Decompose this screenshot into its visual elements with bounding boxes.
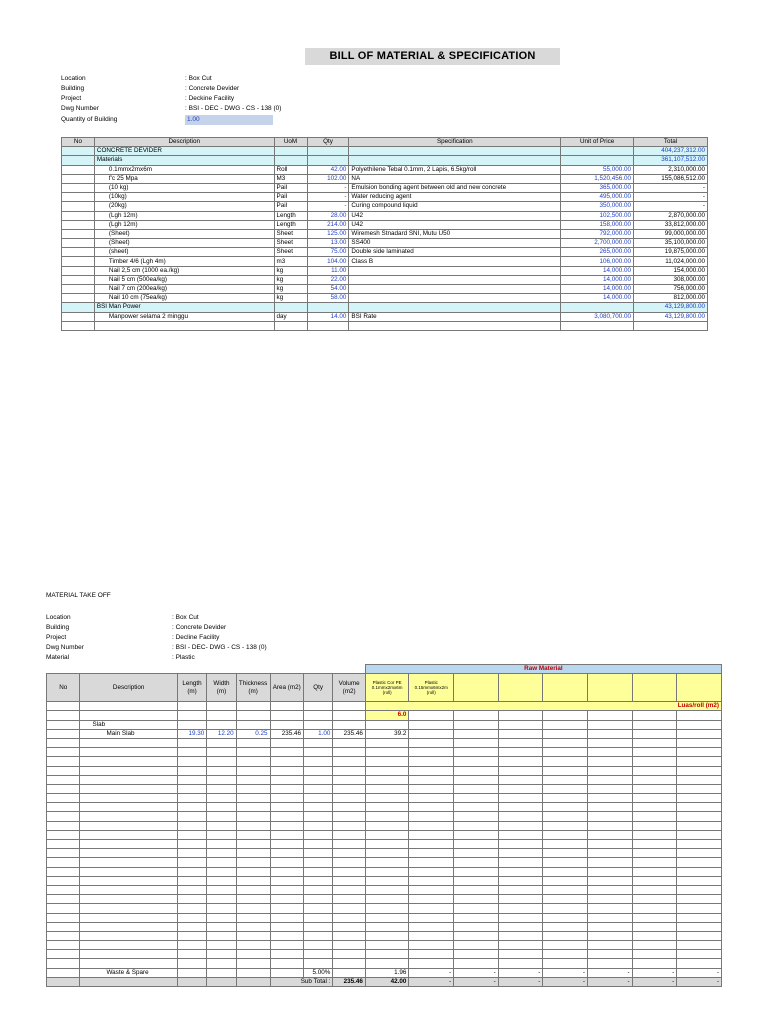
row-qty: 28.00 xyxy=(307,211,349,220)
table-row xyxy=(47,959,722,968)
header-volume: Volume (m2) xyxy=(333,674,365,702)
row-qty: - xyxy=(307,202,349,211)
info-label: Location xyxy=(46,614,71,621)
section-label: BSI Man Power xyxy=(94,303,274,312)
raw-material-header: Raw Material xyxy=(365,665,721,674)
section-total: 404,237,312.00 xyxy=(634,147,708,156)
row-description: Timber 4/6 (Lgh 4m) xyxy=(94,257,274,266)
main-slab-label: Main Slab xyxy=(80,729,177,738)
luas-row xyxy=(47,702,722,711)
table-row xyxy=(47,922,722,931)
row-description: (Lgh 12m) xyxy=(94,211,274,220)
row-total: 11,024,000.00 xyxy=(634,257,708,266)
waste-label: Waste & Spare xyxy=(80,968,177,977)
row-total: 19,875,000.00 xyxy=(634,248,708,257)
info-label: Project xyxy=(46,634,67,641)
slab-label: Slab xyxy=(80,720,177,729)
row-price: 365,000.00 xyxy=(561,183,634,192)
table-row xyxy=(47,950,722,959)
mto-title: MATERIAL TAKE OFF xyxy=(46,592,111,599)
row-uom: M3 xyxy=(274,174,307,183)
table-row xyxy=(47,913,722,922)
table-row xyxy=(62,202,708,211)
table-row xyxy=(62,183,708,192)
row-spec: U42 xyxy=(349,211,561,220)
row-total: - xyxy=(634,202,708,211)
header-description: Description xyxy=(80,674,177,702)
waste-dash: - xyxy=(543,968,588,977)
row-price: 1,520,456.00 xyxy=(561,174,634,183)
main-slab-plastic-1: 39.2 xyxy=(365,729,409,738)
row-qty: 58.00 xyxy=(307,294,349,303)
section-row xyxy=(62,147,708,156)
row-total: 2,310,000.00 xyxy=(634,165,708,174)
waste-dash: - xyxy=(454,968,499,977)
row-qty: 11.00 xyxy=(307,266,349,275)
row-qty: - xyxy=(307,183,349,192)
row-spec xyxy=(349,275,561,284)
table-row xyxy=(47,849,722,858)
row-total: 2,870,000.00 xyxy=(634,211,708,220)
table-row xyxy=(47,748,722,757)
row-price: 2,700,000.00 xyxy=(561,239,634,248)
section-total: 361,107,512.00 xyxy=(634,156,708,165)
raw-material-row xyxy=(47,665,722,674)
row-price: 14,000.00 xyxy=(561,285,634,294)
row-total: - xyxy=(634,193,708,202)
row-total: 756,000.00 xyxy=(634,285,708,294)
info-label: Location xyxy=(61,75,86,82)
row-spec xyxy=(349,266,561,275)
row-qty: 214.00 xyxy=(307,220,349,229)
row-spec: Class B xyxy=(349,257,561,266)
luas-label: Luas/roll (m2) xyxy=(365,702,721,711)
luas-value-row xyxy=(47,711,722,720)
subtotal-label: Sub Total : xyxy=(270,977,333,986)
row-total: 99,000,000.00 xyxy=(634,229,708,238)
row-description: (sheet) xyxy=(94,248,274,257)
table-row xyxy=(47,867,722,876)
row-qty: 104.00 xyxy=(307,257,349,266)
row-uom: kg xyxy=(274,275,307,284)
main-slab-area: 235.46 xyxy=(270,729,303,738)
table-row xyxy=(62,229,708,238)
row-uom: Pail xyxy=(274,193,307,202)
row-qty: 13.00 xyxy=(307,239,349,248)
table-row xyxy=(47,784,722,793)
row-price: 14,000.00 xyxy=(561,294,634,303)
table-row xyxy=(62,257,708,266)
header-specification: Specification xyxy=(349,138,561,147)
subtotal-volume: 235.46 xyxy=(333,977,365,986)
row-description: (20kg) xyxy=(94,202,274,211)
main-slab-length: 19.30 xyxy=(177,729,206,738)
row-spec: SS400 xyxy=(349,239,561,248)
row-spec: Water reducing agent xyxy=(349,193,561,202)
table-row xyxy=(47,775,722,784)
row-spec: U42 xyxy=(349,220,561,229)
section-label: Materials xyxy=(94,156,274,165)
waste-value: 1.96 xyxy=(365,968,409,977)
row-uom: Pail xyxy=(274,202,307,211)
row-description: Nail 10 cm (75ea/kg) xyxy=(94,294,274,303)
row-uom: Pail xyxy=(274,183,307,192)
info-label: Building xyxy=(46,624,70,631)
info-value: : Concrete Devider xyxy=(172,624,227,631)
table-row xyxy=(47,738,722,747)
row-qty: 22.00 xyxy=(307,275,349,284)
info-value: : Box Cut xyxy=(172,614,199,621)
row-uom: Length xyxy=(274,220,307,229)
header-plastic-2: Plastic 0.15mmx6mx2m (roll) xyxy=(409,674,454,702)
row-uom: Sheet xyxy=(274,248,307,257)
row-price: 14,000.00 xyxy=(561,275,634,284)
mto-info xyxy=(46,613,346,665)
waste-dash: - xyxy=(498,968,543,977)
row-spec: Double side laminated xyxy=(349,248,561,257)
row-uom: kg xyxy=(274,285,307,294)
info-label: Dwg Number xyxy=(61,105,99,112)
info-label: Material xyxy=(46,654,70,661)
row-spec: NA xyxy=(349,174,561,183)
table-row xyxy=(47,803,722,812)
table-row xyxy=(62,294,708,303)
row-price: 14,000.00 xyxy=(561,266,634,275)
table-row xyxy=(47,941,722,950)
subtotal-dash: - xyxy=(587,977,632,986)
row-uom: Sheet xyxy=(274,229,307,238)
row-spec xyxy=(349,285,561,294)
row-qty: 42.00 xyxy=(307,165,349,174)
table-row xyxy=(62,239,708,248)
row-price: 265,000.00 xyxy=(561,248,634,257)
row-description: (Sheet) xyxy=(94,229,274,238)
main-slab-volume: 235.46 xyxy=(333,729,365,738)
row-qty: 102.00 xyxy=(307,174,349,183)
subtotal-dash: - xyxy=(543,977,588,986)
table-row xyxy=(47,876,722,885)
table-row xyxy=(62,220,708,229)
row-price: 102,500.00 xyxy=(561,211,634,220)
table-row xyxy=(62,165,708,174)
row-description: Nail 2,5 cm (1000 ea./kg) xyxy=(94,266,274,275)
section-total: 43,129,800.00 xyxy=(634,303,708,312)
row-description: f'c 25 Mpa xyxy=(94,174,274,183)
header-plastic-1: Plastic Cor PE 0.1mmx2mx6m (roll) xyxy=(365,674,409,702)
row-qty: 75.00 xyxy=(307,248,349,257)
subtotal-dash: - xyxy=(409,977,454,986)
waste-pct: 5.00% xyxy=(303,968,332,977)
table-row xyxy=(62,266,708,275)
row-total: 154,000.00 xyxy=(634,266,708,275)
row-uom: day xyxy=(274,312,307,321)
row-price: 792,000.00 xyxy=(561,229,634,238)
section-row xyxy=(62,156,708,165)
table-row xyxy=(47,766,722,775)
main-slab-width: 12.20 xyxy=(207,729,236,738)
subtotal-dash: - xyxy=(498,977,543,986)
table-row xyxy=(62,174,708,183)
info-label: Quantity of Building xyxy=(61,116,118,123)
info-value: : Box Cut xyxy=(185,75,212,82)
bom-info xyxy=(61,74,361,126)
info-label: Building xyxy=(61,85,85,92)
header-area: Area (m2) xyxy=(270,674,303,702)
table-row xyxy=(47,840,722,849)
header-no: No xyxy=(62,138,95,147)
row-uom: Length xyxy=(274,211,307,220)
table-row xyxy=(47,904,722,913)
row-uom: Sheet xyxy=(274,239,307,248)
table-row xyxy=(47,858,722,867)
row-price: 158,000.00 xyxy=(561,220,634,229)
main-slab-qty: 1.00 xyxy=(303,729,332,738)
row-price: 3,080,700.00 xyxy=(561,312,634,321)
header-uom: UoM xyxy=(274,138,307,147)
waste-row xyxy=(47,968,722,977)
info-value: : BSI - DEC - DWG - CS - 138 (0) xyxy=(185,105,282,112)
table-row xyxy=(47,931,722,940)
row-description: (Sheet) xyxy=(94,239,274,248)
header-qty: Qty xyxy=(307,138,349,147)
table-row xyxy=(62,321,708,330)
main-slab-thickness: 0.25 xyxy=(236,729,270,738)
table-row xyxy=(47,885,722,894)
row-spec xyxy=(349,294,561,303)
info-value: : Concrete Devider xyxy=(185,85,240,92)
waste-dash: - xyxy=(677,968,722,977)
row-description: (Lgh 12m) xyxy=(94,220,274,229)
waste-dash: - xyxy=(632,968,677,977)
row-description: (10kg) xyxy=(94,193,274,202)
row-description: Nail 5 cm (500ea/kg) xyxy=(94,275,274,284)
quantity-of-building-value[interactable]: 1.00 xyxy=(185,115,273,125)
info-label: Dwg Number xyxy=(46,644,84,651)
row-description: 0.1mmx2mx6m xyxy=(94,165,274,174)
header-thickness: Thickness (m) xyxy=(236,674,270,702)
row-uom: kg xyxy=(274,266,307,275)
table-row xyxy=(47,729,722,738)
table-row xyxy=(47,812,722,821)
table-row xyxy=(47,757,722,766)
row-qty: 125.00 xyxy=(307,229,349,238)
row-description: Nail 7 cm (200ea/kg) xyxy=(94,285,274,294)
header-row xyxy=(47,674,722,702)
info-label: Project xyxy=(61,95,82,102)
section-row xyxy=(62,303,708,312)
bom-table xyxy=(61,137,708,331)
waste-dash: - xyxy=(409,968,454,977)
row-uom: kg xyxy=(274,294,307,303)
subtotal-row xyxy=(47,977,722,986)
row-spec: Emulsion bonding agent between old and new concrete xyxy=(349,183,561,192)
row-price: 55,000.00 xyxy=(561,165,634,174)
row-spec: BSI Rate xyxy=(349,312,561,321)
info-value: : BSI - DEC- DWG - CS - 138 (0) xyxy=(172,644,267,651)
table-row xyxy=(47,821,722,830)
table-row xyxy=(47,794,722,803)
row-qty: 14.00 xyxy=(307,312,349,321)
row-total: 33,812,000.00 xyxy=(634,220,708,229)
table-row xyxy=(62,275,708,284)
row-total: 35,100,000.00 xyxy=(634,239,708,248)
header-total: Total xyxy=(634,138,708,147)
info-value: : Plastic xyxy=(172,654,195,661)
table-row xyxy=(62,248,708,257)
info-value: : Decline Facility xyxy=(172,634,220,641)
header-length: Length (m) xyxy=(177,674,206,702)
row-price: 495,000.00 xyxy=(561,193,634,202)
header-unit-price: Unit of Price xyxy=(561,138,634,147)
bom-title: BILL OF MATERIAL & SPECIFICATION xyxy=(305,48,560,65)
row-total: 43,129,800.00 xyxy=(634,312,708,321)
header-width: Width (m) xyxy=(207,674,236,702)
row-total: 155,086,512.00 xyxy=(634,174,708,183)
table-row xyxy=(47,895,722,904)
row-price: 106,000.00 xyxy=(561,257,634,266)
subtotal-value: 42.00 xyxy=(365,977,409,986)
section-label: CONCRETE DEVIDER xyxy=(94,147,274,156)
row-qty: 54.00 xyxy=(307,285,349,294)
row-total: 812,000.00 xyxy=(634,294,708,303)
luas-value: 6.0 xyxy=(365,711,409,720)
header-description: Description xyxy=(94,138,274,147)
subtotal-dash: - xyxy=(677,977,722,986)
row-spec: Polyethilene Tebal 0.1mm, 2 Lapis, 6.5kg/roll xyxy=(349,165,561,174)
row-uom: m3 xyxy=(274,257,307,266)
row-uom: Roll xyxy=(274,165,307,174)
waste-dash: - xyxy=(587,968,632,977)
subtotal-dash: - xyxy=(632,977,677,986)
row-description: Manpower selama 2 minggu xyxy=(94,312,274,321)
row-spec: Curing compound liquid xyxy=(349,202,561,211)
table-row xyxy=(62,193,708,202)
row-description: (10 kg) xyxy=(94,183,274,192)
table-row xyxy=(62,285,708,294)
table-row xyxy=(62,211,708,220)
mto-table xyxy=(46,664,722,987)
row-qty: - xyxy=(307,193,349,202)
table-row xyxy=(47,830,722,839)
row-total: 308,000.00 xyxy=(634,275,708,284)
header-qty: Qty xyxy=(303,674,332,702)
subtotal-dash: - xyxy=(454,977,499,986)
row-price: 350,000.00 xyxy=(561,202,634,211)
info-value: : Deckine Facility xyxy=(185,95,235,102)
header-no: No xyxy=(47,674,80,702)
table-row xyxy=(62,312,708,321)
table-row xyxy=(47,720,722,729)
row-total: - xyxy=(634,183,708,192)
row-spec: Wiremesh Stnadard SNI, Mutu U50 xyxy=(349,229,561,238)
